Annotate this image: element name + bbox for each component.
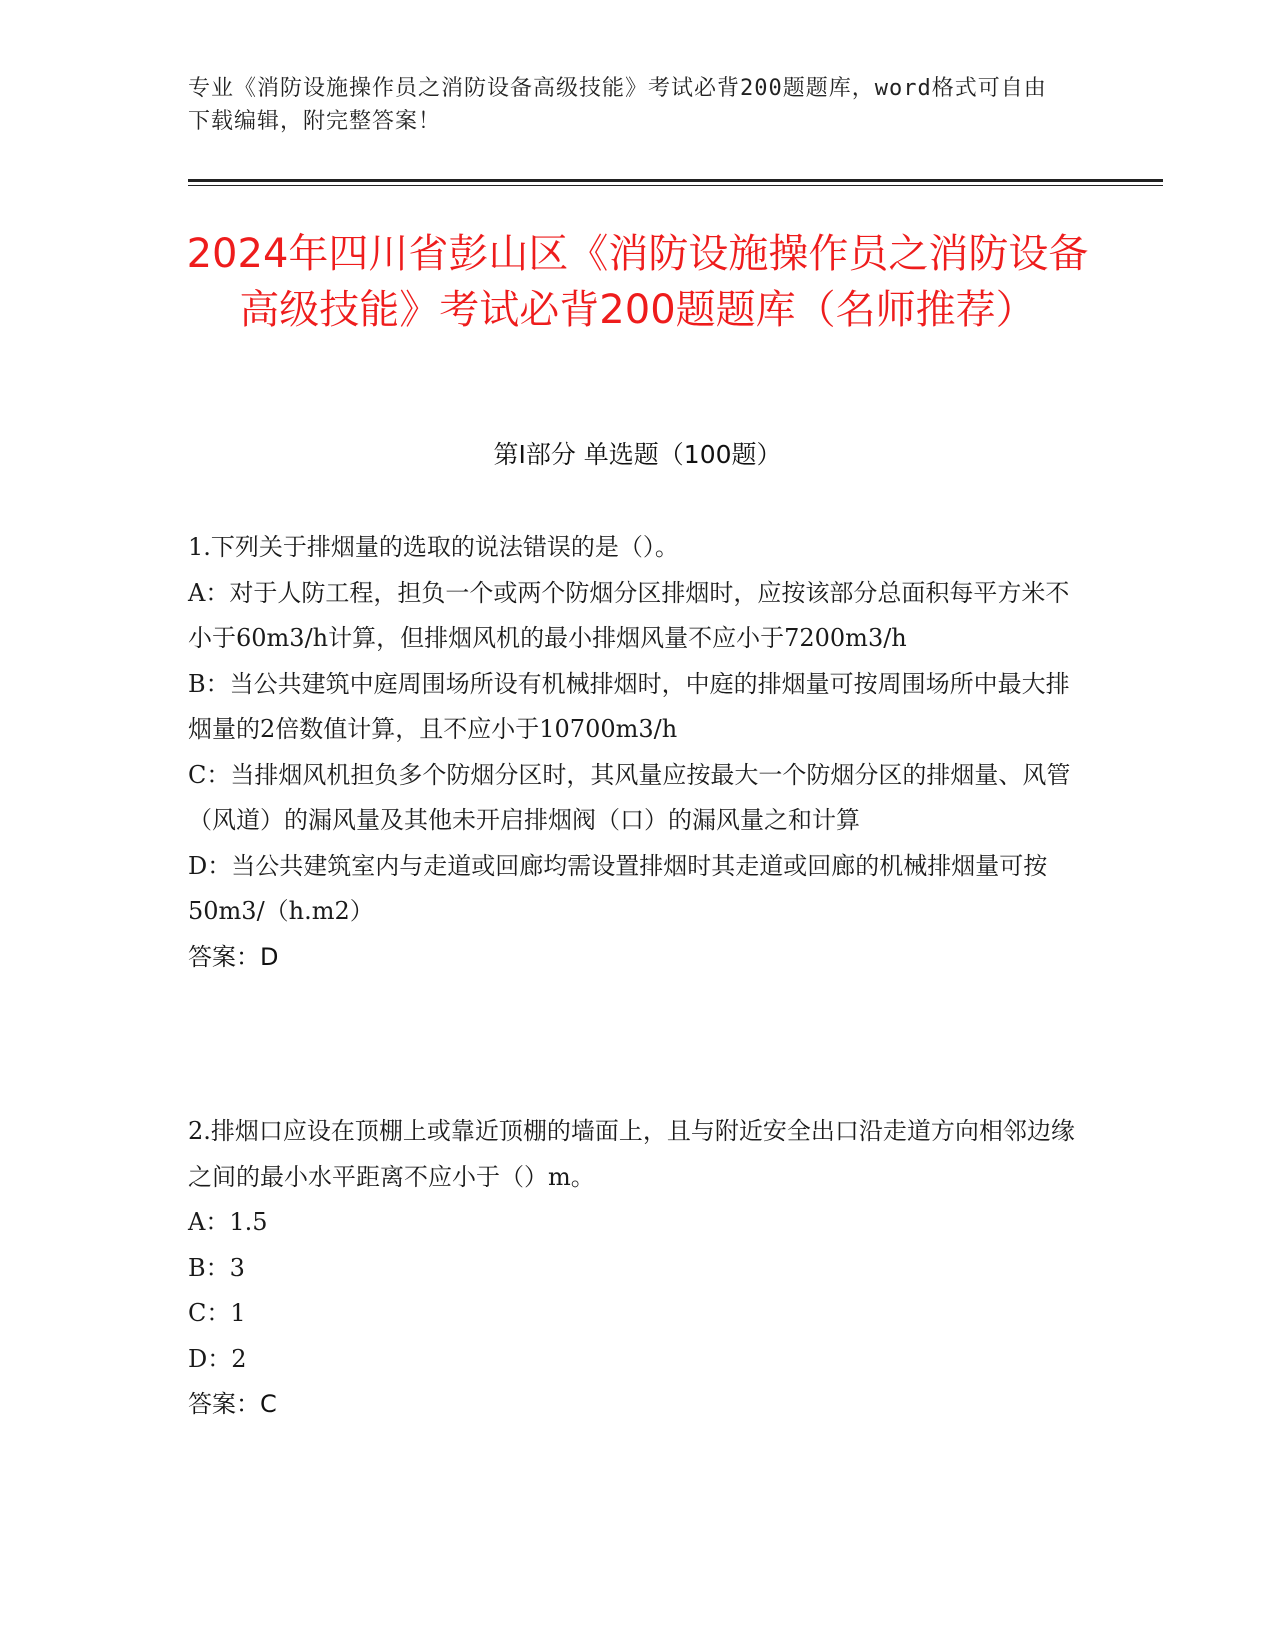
question-2 <box>188 1109 1078 1428</box>
option-b: B：当公共建筑中庭周围场所设有机械排烟时，中庭的排烟量可按周围场所中最大排烟量的2倍数值计算，且不应小于10700m3/h <box>188 669 1070 743</box>
question-stem: 1.下列关于排烟量的选取的说法错误的是（）。 <box>188 533 679 561</box>
section-heading: 第I部分 单选题（100题） <box>493 440 782 469</box>
option-a: A：1.5 <box>188 1208 268 1236</box>
option-a: A：对于人防工程，担负一个或两个防烟分区排烟时，应按该部分总面积每平方米不小于60m3/h计算，但排烟风机的最小排烟风量不应小于7200m3/h <box>188 578 1070 652</box>
question-stem: 2.排烟口应设在顶棚上或靠近顶棚的墙面上，且与附近安全出口沿走道方向相邻边缘之间的最小水平距离不应小于（）m。 <box>188 1117 1075 1191</box>
option-c: C：1 <box>188 1299 246 1327</box>
option-b: B：3 <box>188 1253 245 1282</box>
header-divider-thin <box>188 185 1163 186</box>
answer-label: 答案：D <box>188 942 279 971</box>
option-c: C：当排烟风机担负多个防烟分区时，其风量应按最大一个防烟分区的排烟量、风管（风道）的漏风量及其他未开启排烟阀（口）的漏风量之和计算 <box>188 760 1071 834</box>
header-divider-thick <box>188 179 1163 182</box>
document-title: 2024年四川省彭山区《消防设施操作员之消防设备高级技能》考试必背200题题库（名师推荐） <box>186 231 1089 333</box>
option-d: D：当公共建筑室内与走道或回廊均需设置排烟时其走道或回廊的机械排烟量可按50m3/（h.m2） <box>188 851 1048 925</box>
question-1 <box>188 525 1078 980</box>
option-d: D：2 <box>188 1344 247 1373</box>
answer-label: 答案：C <box>188 1390 277 1418</box>
header-note: 专业《消防设施操作员之消防设备高级技能》考试必背200题题库，word格式可自由下载编辑，附完整答案！ <box>188 76 1047 134</box>
